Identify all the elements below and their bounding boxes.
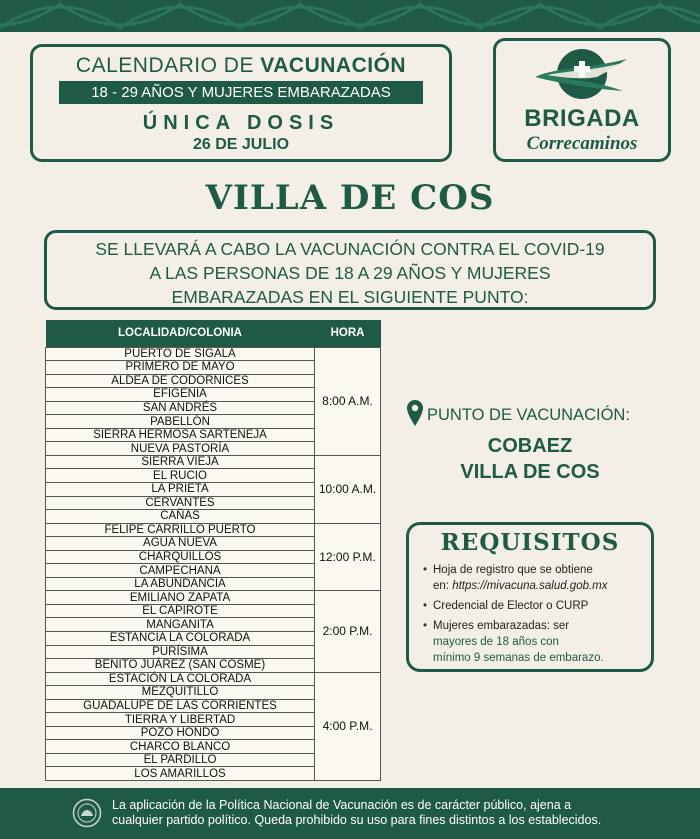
locality-cell: EL RUCIO (46, 469, 315, 483)
table-row (46, 591, 381, 605)
locality-cell: CAMPECHANA (46, 564, 315, 578)
table-row (46, 672, 381, 686)
location-pin-icon (407, 400, 423, 426)
announcement-line: A LAS PERSONAS DE 18 A 29 AÑOS Y MUJERES (149, 263, 551, 283)
hour-cell: 4:00 P.M. (315, 672, 381, 780)
locality-cell: EFIGENIA (46, 388, 315, 402)
locality-cell: LA ABUNDANCIA (46, 577, 315, 591)
vaccination-date: 26 DE JULIO (192, 136, 290, 153)
hour-cell: 2:00 P.M. (315, 591, 381, 672)
table-row (46, 455, 381, 469)
requirement-text: en: (433, 580, 453, 592)
ornament-pattern-icon (0, 0, 700, 32)
column-header-locality: LOCALIDAD/COLONIA (46, 320, 315, 347)
locality-cell: MANGANITA (46, 618, 315, 632)
locality-cell: NUEVA PASTORÍA (46, 442, 315, 456)
national-seal-icon (72, 798, 102, 828)
requirement-item (423, 618, 651, 666)
requirements-title: REQUISITOS (440, 529, 620, 556)
schedule-table (45, 320, 381, 781)
announcement-box (44, 230, 656, 310)
locality-cell: EL CAPIROTE (46, 604, 315, 618)
requirements-box (406, 522, 654, 672)
locality-cell: LOS AMARILLOS (46, 767, 315, 781)
requirement-text: mayores de 18 años con (433, 636, 559, 648)
vaccination-point-name (405, 433, 655, 485)
place-title: VILLA DE COS (205, 178, 495, 218)
requirement-text: Hoja de registro que se obtiene (433, 564, 593, 576)
locality-cell: CERVANTES (46, 496, 315, 510)
schedule-body (46, 347, 381, 781)
calendar-header-box (30, 44, 452, 162)
brigada-subtitle: Correcaminos (526, 133, 638, 154)
target-group-banner: 18 - 29 AÑOS Y MUJERES EMBARAZADAS (59, 81, 423, 104)
locality-cell: MEZQUITILLO (46, 686, 315, 700)
locality-cell: PUERTO DE SIGALA (46, 347, 315, 361)
vaccination-point-name-line: COBAEZ (487, 435, 573, 457)
dose-label: ÚNICA DOSIS (142, 112, 340, 134)
locality-cell: CHARQUILLOS (46, 550, 315, 564)
locality-cell: EMILIANO ZAPATA (46, 591, 315, 605)
brigada-title: BRIGADA (524, 105, 640, 132)
locality-cell: CAÑAS (46, 510, 315, 524)
locality-cell: EL PARDILLO (46, 753, 315, 767)
footer-disclaimer (112, 798, 672, 828)
locality-cell: SIERRA VIEJA (46, 455, 315, 469)
requirements-list (423, 562, 651, 666)
announcement-line: EMBARAZADAS EN EL SIGUIENTE PUNTO: (171, 287, 529, 307)
requirement-text: Mujeres embarazadas: ser (433, 620, 570, 632)
locality-cell: PURÍSIMA (46, 645, 315, 659)
table-row (46, 523, 381, 537)
decorative-top-band (0, 0, 700, 32)
locality-cell: CHARCO BLANCO (46, 740, 315, 754)
vaccination-point-name-line: VILLA DE COS (460, 461, 600, 483)
locality-cell: ESTACIÓN LA COLORADA (46, 672, 315, 686)
footer-band (0, 788, 700, 839)
hour-cell: 8:00 A.M. (315, 347, 381, 455)
locality-cell: ESTANCIA LA COLORADA (46, 631, 315, 645)
table-row (46, 347, 381, 361)
calendar-title-bold: VACUNACIÓN (260, 54, 407, 77)
hour-cell: 12:00 P.M. (315, 523, 381, 591)
locality-cell: PRIMERO DE MAYO (46, 361, 315, 375)
brigada-logo-box (493, 38, 671, 162)
locality-cell: LA PRIETA (46, 482, 315, 496)
vaccination-point-label: PUNTO DE VACUNACIÓN: (427, 406, 630, 424)
locality-cell: ALDEA DE CODORNICES (46, 374, 315, 388)
requirement-text: mínimo 9 semanas de embarazo. (433, 652, 604, 664)
roadrunner-logo-icon (527, 45, 637, 103)
requirement-item (423, 562, 651, 594)
announcement-line: SE LLEVARÁ A CABO LA VACUNACIÓN CONTRA EL COVID-19 (95, 239, 605, 259)
column-header-hour: HORA (315, 320, 381, 347)
requirement-text: Credencial de Elector o CURP (433, 600, 589, 612)
requirement-item (423, 598, 651, 614)
locality-cell: TIERRA Y LIBERTAD (46, 713, 315, 727)
locality-cell: GUADALUPE DE LAS CORRIENTES (46, 699, 315, 713)
locality-cell: SIERRA HERMOSA SARTENEJA (46, 428, 315, 442)
locality-cell: FELIPE CARRILLO PUERTO (46, 523, 315, 537)
footer-line: cualquier partido político. Queda prohibido su uso para fines distintos a los establecidos. (112, 813, 602, 827)
calendar-title-prefix: CALENDARIO DE (75, 54, 261, 77)
locality-cell: SAN ANDRÉS (46, 401, 315, 415)
hour-cell: 10:00 A.M. (315, 455, 381, 523)
locality-cell: POZO HONDO (46, 726, 315, 740)
calendar-title (33, 54, 449, 78)
footer-line: La aplicación de la Política Nacional de Vacunación es de carácter público, ajena a (112, 798, 572, 812)
locality-cell: PABELLÓN (46, 415, 315, 429)
registration-url-link[interactable]: https://mivacuna.salud.gob.mx (452, 580, 608, 592)
locality-cell: AGUA NUEVA (46, 537, 315, 551)
locality-cell: BENITO JUÁREZ (SAN COSME) (46, 659, 315, 673)
